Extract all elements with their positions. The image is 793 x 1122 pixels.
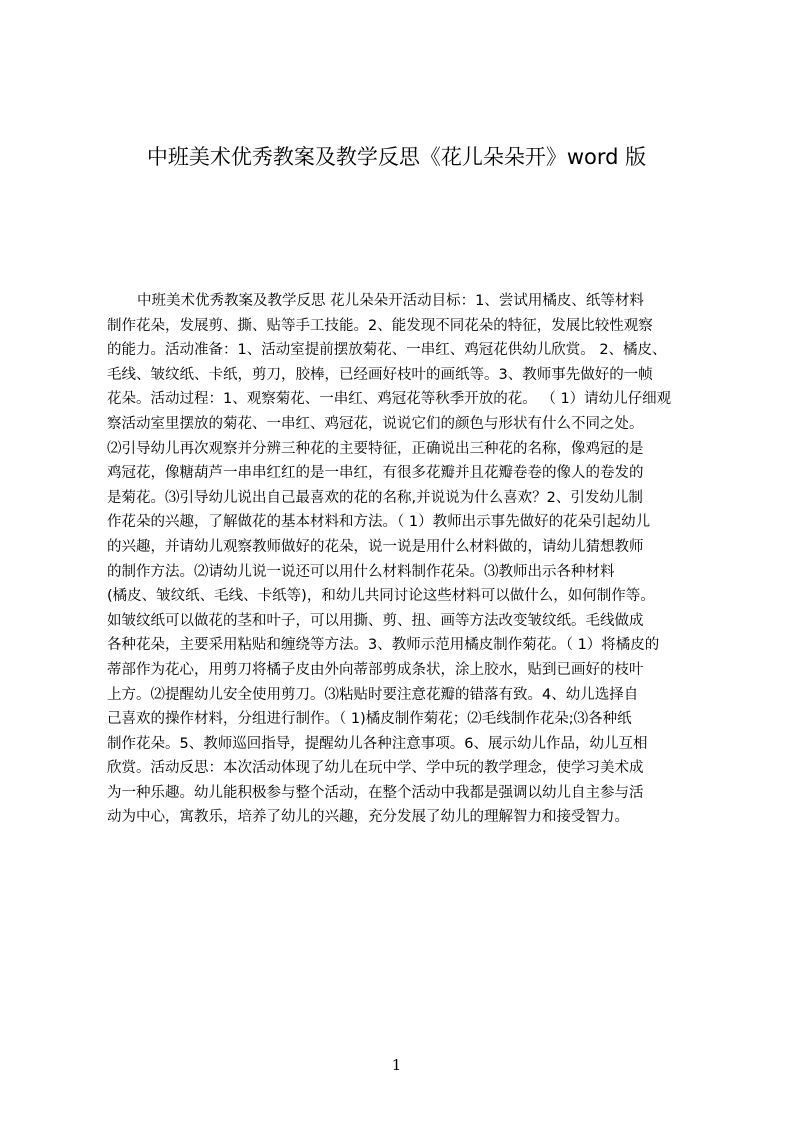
body-line: (橘皮、皱纹纸、毛线、卡纸等)，和幼儿共同讨论这些材料可以做什么，如何制作等。	[107, 588, 655, 605]
body-line: 蒂部作为花心，用剪刀将橘子皮由外向蒂部剪成条状，涂上胶水，贴到已画好的枝叶	[107, 661, 644, 678]
body-line: 动为中心，寓教乐，培养了幼儿的兴趣，充分发展了幼儿的理解智力和接受智力。	[107, 809, 629, 826]
body-line: 毛线、皱纹纸、卡纸，剪刀，胶棒，已经画好枝叶的画纸等。3、教师事先做好的一帧	[107, 366, 653, 383]
body-line: 如皱纹纸可以做花的茎和叶子，可以用撕、剪、扭、画等方法改变皱纹纸。毛线做成	[107, 612, 644, 629]
body-line: 欣赏。活动反思：本次活动体现了幼儿在玩中学、学中玩的教学理念，使学习美术成	[107, 760, 644, 777]
body-line: 制作花朵。5、教师巡回指导，提醒幼儿各种注意事项。6、展示幼儿作品，幼儿互相	[107, 735, 648, 752]
body-line: 上方。⑵提醒幼儿安全使用剪刀。⑶粘贴时要注意花瓣的错落有致。4、幼儿选择自	[107, 686, 639, 703]
body-line: 的能力。活动准备：1、活动室提前摆放菊花、一串红、鸡冠花供幼儿欣赏。 2、橘皮、	[107, 342, 667, 359]
body-line: 中班美术优秀教案及教学反思 花儿朵朵开活动目标：1、尝试用橘皮、纸等材料	[137, 293, 644, 309]
body-line: 的兴趣，并请幼儿观察教师做好的花朵，说一说是用什么材料做的，请幼儿猜想教师	[107, 538, 644, 555]
body-line: 为一种乐趣。幼儿能积极参与整个活动，在整个活动中我都是强调以幼儿自主参与活	[107, 784, 644, 801]
body-line: ⑵引导幼儿再次观察并分辨三种花的主要特征，正确说出三种花的名称，像鸡冠的是	[107, 440, 644, 457]
body-paragraph	[107, 289, 697, 830]
body-line: 是菊花。⑶引导幼儿说出自己最喜欢的花的名称,并说说为什么喜欢？2、引发幼儿制	[107, 489, 643, 506]
body-line: 作花朵的兴趣，了解做花的基本材料和方法。（ 1）教师出示事先做好的花朵引起幼儿	[107, 514, 651, 531]
page-number: 1	[391, 1056, 402, 1074]
body-line: 的制作方法。⑵请幼儿说一说还可以用什么材料制作花朵。⑶教师出示各种材料	[107, 563, 615, 580]
document-title: 中班美术优秀教案及教学反思《花儿朵朵开》word 版	[146, 145, 647, 169]
body-line: 制作花朵，发展剪、撕、贴等手工技能。2、能发现不同花朵的特征，发展比较性观察	[107, 317, 653, 334]
body-line: 鸡冠花，像糖葫芦一串串红红的是一串红，有很多花瓣并且花瓣卷卷的像人的卷发的	[107, 465, 644, 482]
body-line: 各种花朵，主要采用粘贴和缠绕等方法。3、教师示范用橘皮制作菊花。（ 1）将橘皮的	[107, 637, 660, 654]
body-line: 察活动室里摆放的菊花、一串红、鸡冠花，说说它们的颜色与形状有什么不同之处。	[107, 415, 644, 432]
body-line: 己喜欢的操作材料，分组进行制作。（ 1)橘皮制作菊花；⑵毛线制作花朵;⑶各种纸	[107, 711, 632, 728]
body-line: 花朵。活动过程：1、观察菊花、一串红、鸡冠花等秋季开放的花。 （ 1）请幼儿仔细观	[107, 391, 672, 408]
